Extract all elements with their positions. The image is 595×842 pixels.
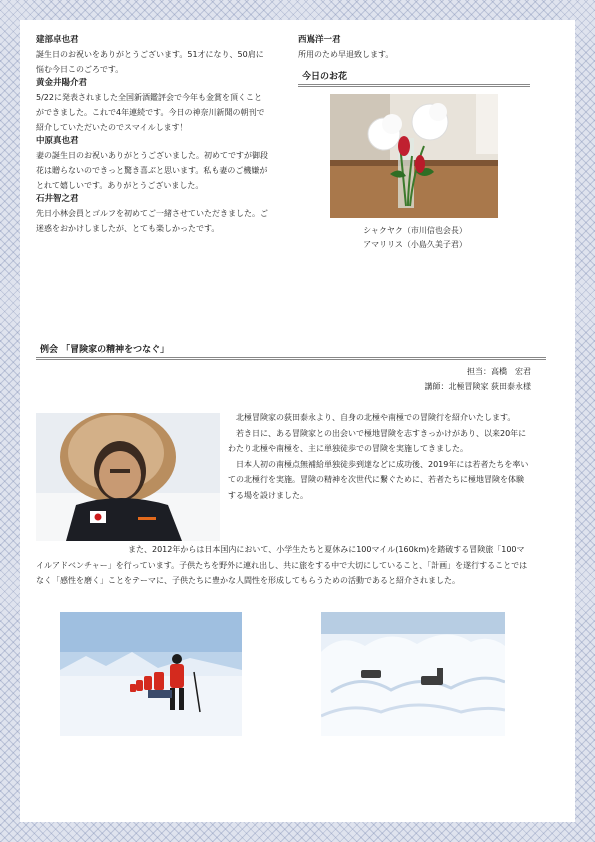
message-right [298, 34, 528, 62]
meeting-body-lower [36, 542, 531, 589]
message-block [36, 193, 268, 236]
flower-captions [320, 224, 510, 252]
member-name: 石井智之君 [36, 194, 79, 204]
page [20, 20, 575, 822]
message-block [36, 77, 268, 135]
ice-field-photo [321, 612, 505, 736]
member-message: 5/22に発表されました全国新酒鑑評会で今年も金賞を頂くことができました。これで4年連続です。今日の神奈川新聞の朝刊で紹介していただいたのでスマイルします！ [36, 93, 265, 132]
flowers-heading: 今日のお花 [298, 70, 530, 87]
meeting-paragraph: 日本人初の南極点無補給単独徒歩到達などに成功後、2019年には若者たちを率いての北極行を実施。冒険の精神を次世代に繋ぐために、若者たちに極地冒険を体験する場を設けました。 [228, 459, 529, 500]
message-block [36, 34, 268, 77]
member-name: 建部卓也君 [36, 35, 79, 45]
member-name: 西嶌洋一君 [298, 35, 341, 45]
meeting-paragraph: 北極冒険家の荻田泰永より、自身の北極や南極での冒険行を紹介いたします。 [236, 413, 516, 422]
meeting-paragraph: また、2012年からは日本国内において、小学生たちと夏休みに100マイル(160km)を踏破する冒険旅「100マイルアドベンチャー」を行っています。子供たちを野外に連れ出し、共に旅をする中で大切にしていること、「計画」を遂行することではなく「感性を磨く」ことをテーマに、子供たちに豊かな人間性を形成してもらうための活動であると紹介されました。 [36, 545, 528, 585]
member-message: 所用のため早退致します。 [298, 50, 394, 59]
member-message: 誕生日のお祝いをありがとうございます。51才になり、50肩に悩む今日このごろです。 [36, 50, 264, 74]
member-message: 妻の誕生日のお祝いありがとうございました。初めてですが御段花は贈らないのできっと驚き喜ぶと思います。私も妻のご機嫌がとれて嬉しいです。ありがとうございました。 [36, 151, 268, 190]
meeting-heading: 例会 「冒険家の精神をつなぐ」 [36, 343, 546, 360]
member-message: 先日小林会員とゴルフを初めてご一緒させていただきました。ご迷惑をおかけしましたが、とても楽しかったです。 [36, 209, 268, 233]
explorer-portrait-photo [36, 413, 220, 541]
flower-caption: シャクヤク（市川信也会長） [363, 226, 467, 235]
polar-trek-photo [60, 612, 242, 736]
meeting-speaker: 講師：北極冒険家 荻田泰永様 [424, 382, 531, 391]
flower-photo [330, 94, 498, 218]
member-name: 黄金井陽介君 [36, 78, 88, 88]
flower-caption: アマリリス（小島久美子君） [363, 240, 467, 249]
meeting-host: 担当：高橋 宏君 [467, 367, 531, 376]
meeting-body-upper [228, 410, 531, 503]
member-name: 中原真也君 [36, 136, 79, 146]
message-block [36, 135, 268, 193]
messages-left-column [36, 34, 268, 236]
meeting-paragraph: 若き日に、ある冒険家との出会いで極地冒険を志すきっかけがあり、以来20年にわたり北極や南極を、主に単独徒歩での冒険を実施してきました。 [228, 428, 527, 453]
meeting-credits [320, 364, 531, 394]
